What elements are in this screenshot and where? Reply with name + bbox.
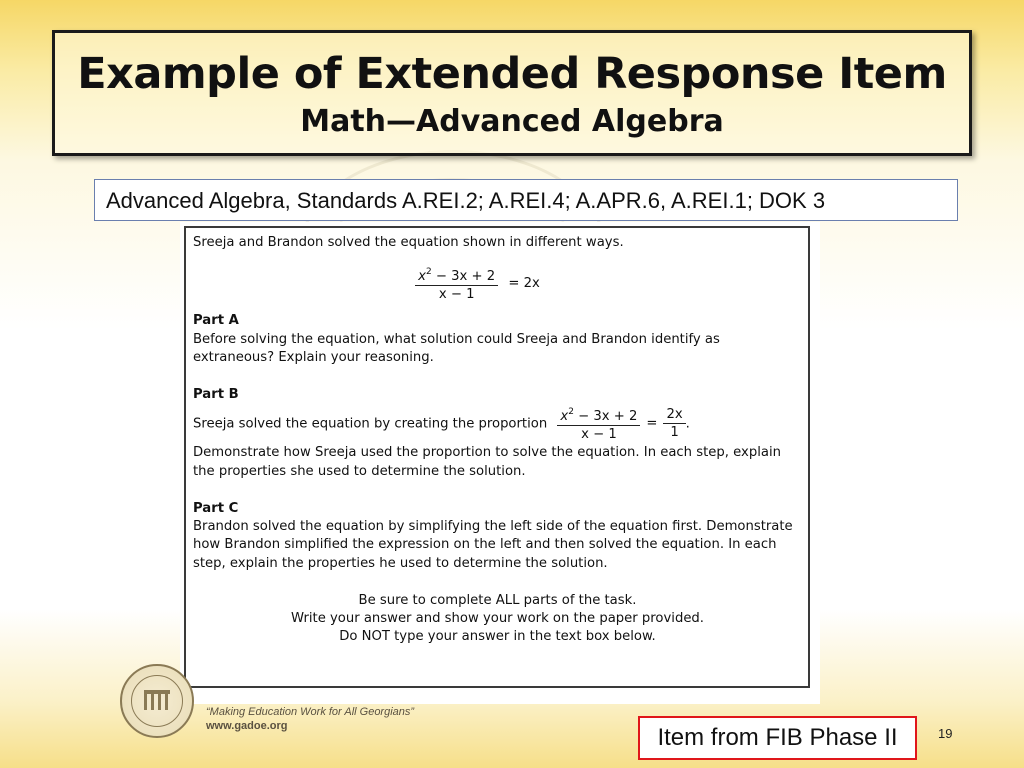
proportion-left-fraction (557, 404, 640, 443)
standards-label: Advanced Algebra, Standards A.REI.2; A.REI.4; A.APR.6, A.REI.1; DOK 3 (94, 179, 958, 221)
eq-denominator: x − 1 (438, 287, 475, 303)
eq-num-exp: 2 (425, 267, 432, 278)
part-a-text: Before solving the equation, what solution could Sreeja and Brandon identify as extraneous? Explain your reasoning. (193, 331, 720, 366)
fib-phase-badge: Item from FIB Phase II (638, 716, 917, 760)
eq-equals: = (508, 275, 520, 291)
eq-num-rest: − 3x + 2 (431, 269, 496, 285)
slide-subtitle: Math—Advanced Algebra (300, 104, 724, 139)
part-c-heading: Part C (193, 500, 239, 516)
part-a-heading: Part A (193, 313, 239, 329)
part-b-text: Demonstrate how Sreeja used the proportion to solve the equation. In each step, explain the properties she used to determine the solution. (193, 445, 781, 479)
footer-url: www.gadoe.org (206, 720, 288, 732)
prop-end: . (685, 416, 690, 432)
item-content (184, 226, 810, 688)
eq-rhs: 2x (523, 275, 540, 291)
equation-fraction (415, 264, 498, 303)
instruction-line: Be sure to complete ALL parts of the task. (358, 592, 637, 608)
instruction-line: Write your answer and show your work on the paper provided. (291, 611, 704, 627)
prop-denominator: x − 1 (581, 427, 617, 443)
georgia-doe-seal-logo (120, 664, 194, 738)
proportion-right-fraction (663, 406, 685, 441)
prop-num-rest: − 3x + 2 (573, 409, 638, 425)
part-c-text: Brandon solved the equation by simplifying the left side of the equation first. Demonstrate how Brandon simplified the expression on the left and then solved the equation. In each step, explain the properties he used to determine the solution. (193, 519, 793, 571)
slide-title: Example of Extended Response Item (77, 49, 947, 99)
title-box (52, 30, 972, 156)
part-b-lead: Sreeja solved the equation by creating the proportion (193, 416, 548, 432)
prop-rhs-den: 1 (670, 425, 679, 441)
prop-num-x: x (560, 409, 569, 425)
item-intro: Sreeja and Brandon solved the equation shown in different ways. (193, 235, 624, 250)
eq-num-x: x (418, 269, 426, 285)
footer-tagline: “Making Education Work for All Georgians” (206, 706, 415, 718)
main-equation (193, 264, 802, 306)
part-b-proportion-line (193, 404, 802, 444)
instruction-line: Do NOT type your answer in the text box below. (339, 629, 656, 645)
prop-equals: = (646, 416, 658, 432)
prop-rhs-num: 2x (663, 406, 685, 424)
prop-num-exp: 2 (568, 407, 574, 418)
part-b-heading: Part B (193, 387, 239, 403)
page-number: 19 (938, 726, 953, 741)
